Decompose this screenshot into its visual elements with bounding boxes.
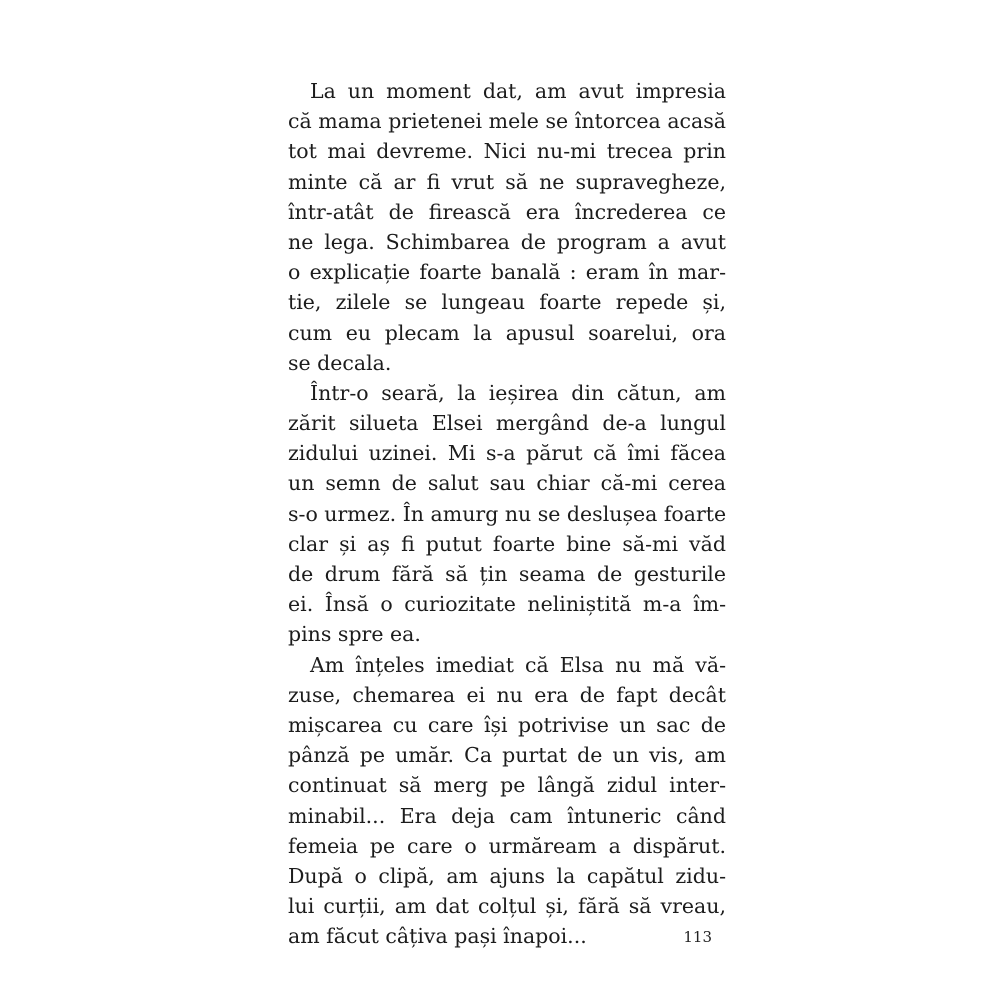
body-text — [288, 76, 726, 951]
text-line: mișcarea cu care își potrivise un sac de — [288, 712, 726, 737]
text-line: se decala. — [288, 350, 392, 375]
text-line: femeia pe care o urmăream a dispărut. — [288, 833, 726, 858]
text-line: un semn de salut sau chiar că-mi cerea — [288, 471, 726, 496]
paragraph-2 — [288, 378, 726, 650]
text-line: continuat să merg pe lângă zidul inter- — [288, 773, 726, 798]
text-line: minabil... Era deja cam întuneric când — [288, 803, 726, 828]
text-line: am făcut câțiva pași înapoi... — [288, 924, 587, 949]
text-line: La un moment dat, am avut impresia — [310, 79, 726, 103]
text-line: După o clipă, am ajuns la capătul zidu- — [288, 863, 726, 888]
text-line: lui curții, am dat colțul și, fără să vreau, — [288, 894, 726, 919]
text-line: ei. Însă o curiozitate neliniștită m-a îm- — [288, 592, 726, 617]
text-line: cum eu plecam la apusul soarelui, ora — [288, 320, 726, 345]
paragraph-1 — [288, 76, 726, 378]
page-number: 113 — [683, 928, 712, 946]
text-line: într-atât de firească era încrederea ce — [288, 199, 726, 224]
text-line: pins spre ea. — [288, 622, 421, 647]
text-line: zărit silueta Elsei mergând de-a lungul — [288, 411, 726, 436]
text-line: pânză pe umăr. Ca purtat de un vis, am — [288, 743, 726, 768]
text-line: clar și aș fi putut foarte bine să-mi văd — [288, 531, 726, 556]
text-line: ne lega. Schimbarea de program a avut — [288, 229, 726, 254]
text-line: zuse, chemarea ei nu era de fapt decât — [288, 682, 726, 707]
text-line: o explicație foarte banală : eram în mar- — [288, 260, 726, 285]
text-line: minte că ar fi vrut să ne supravegheze, — [288, 169, 726, 194]
text-line: tie, zilele se lungeau foarte repede și, — [288, 290, 726, 315]
paragraph-3 — [288, 650, 726, 952]
text-line: Am înțeles imediat că Elsa nu mă vă- — [310, 652, 726, 677]
text-line: Într-o seară, la ieșirea din cătun, am — [310, 380, 726, 405]
text-line: că mama prietenei mele se întorcea acasă — [288, 109, 726, 134]
text-line: zidului uzinei. Mi s-a părut că îmi făcea — [288, 441, 726, 466]
text-line: de drum fără să țin seama de gesturile — [288, 562, 726, 586]
text-line: tot mai devreme. Nici nu-mi trecea prin — [288, 139, 726, 164]
text-line: s-o urmez. În amurg nu se deslușea foarte — [288, 501, 726, 526]
